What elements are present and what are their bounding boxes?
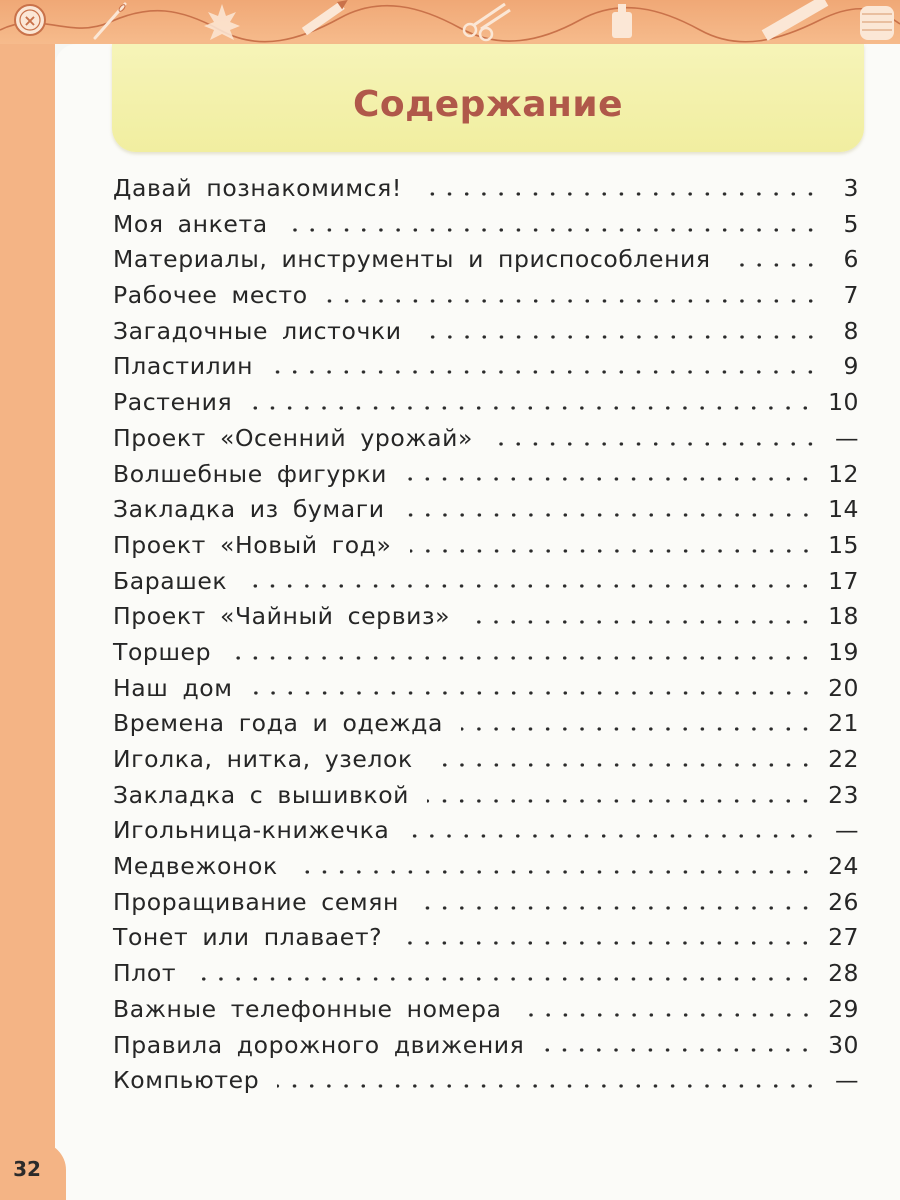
dot-leader bbox=[491, 442, 819, 446]
left-margin-strip bbox=[0, 44, 55, 1200]
dot-leader bbox=[296, 870, 814, 874]
toc-entry-title: Барашек bbox=[113, 566, 228, 595]
toc-entry bbox=[113, 385, 859, 421]
dot-leader bbox=[729, 263, 819, 267]
toc-entry bbox=[113, 457, 859, 493]
dot-leader bbox=[407, 834, 819, 838]
toc-entry-page: 22 bbox=[828, 745, 859, 773]
toc-entry-title: Правила дорожного движения bbox=[113, 1030, 525, 1059]
toc-entry-page: 9 bbox=[843, 352, 859, 381]
dot-leader bbox=[427, 799, 814, 803]
toc-entry-page: 8 bbox=[843, 316, 859, 345]
toc-entry-title: Растения bbox=[113, 388, 233, 417]
toc-entry-page: 12 bbox=[828, 459, 859, 488]
dot-leader bbox=[431, 763, 814, 767]
toc-entry-title: Рабочее место bbox=[113, 281, 308, 310]
thread-spool-icon bbox=[860, 6, 894, 40]
toc-entry-page: 5 bbox=[843, 209, 859, 238]
dot-leader bbox=[405, 477, 814, 481]
toc-entry-title: Проект «Осенний урожай» bbox=[113, 423, 473, 452]
toc-entry-title: Медвежонок bbox=[113, 852, 278, 881]
toc-entry-title: Материалы, инструменты и приспособления bbox=[113, 245, 711, 274]
toc-entry-title: Закладка с вышивкой bbox=[113, 780, 410, 809]
dot-leader bbox=[245, 584, 814, 588]
page-number: 32 bbox=[13, 1157, 41, 1181]
toc-entry-title: Моя анкета bbox=[113, 209, 268, 238]
toc-entry-page: 21 bbox=[828, 709, 859, 738]
toc-entry-title: Загадочные листочки bbox=[113, 316, 402, 345]
toc-entry-title: Торшер bbox=[113, 637, 212, 666]
toc-entry-page: 24 bbox=[828, 852, 859, 881]
toc-entry-page: 20 bbox=[828, 673, 859, 702]
toc-entry bbox=[113, 849, 859, 885]
toc-entry bbox=[113, 207, 859, 243]
toc-entry bbox=[113, 956, 859, 992]
toc-entry-title: Пластилин bbox=[113, 352, 254, 381]
toc-entry-page: 26 bbox=[828, 887, 859, 916]
toc-entry-title: Давай познакомимся! bbox=[113, 174, 402, 202]
toc-entry-page: 3 bbox=[843, 174, 859, 202]
toc-entry bbox=[113, 421, 859, 457]
toc-entry bbox=[113, 778, 859, 814]
toc-entry bbox=[113, 706, 859, 742]
toc-entry bbox=[113, 528, 859, 564]
thread-line bbox=[0, 6, 900, 42]
dot-leader bbox=[271, 370, 819, 374]
toc-entry-title: Игольница-книжечка bbox=[113, 816, 390, 845]
toc-entry bbox=[113, 635, 859, 671]
dot-leader bbox=[520, 1013, 815, 1017]
toc-entry-title: Закладка из бумаги bbox=[113, 495, 385, 524]
toc-entry-page: 14 bbox=[828, 495, 859, 524]
toc-entry-page: 29 bbox=[828, 994, 859, 1023]
dot-leader bbox=[403, 513, 815, 517]
toc-entry bbox=[113, 885, 859, 921]
toc-entry-title: Проект «Новый год» bbox=[113, 530, 392, 559]
toc-entry-title: Важные телефонные номера bbox=[113, 994, 502, 1023]
toc-entry-page: 19 bbox=[828, 637, 859, 666]
toc-entry-title: Наш дом bbox=[113, 673, 233, 702]
toc-entry-title: Времена года и одежда bbox=[113, 709, 444, 738]
dot-leader bbox=[417, 906, 814, 910]
leaf-icon bbox=[204, 4, 240, 40]
dot-leader bbox=[420, 192, 819, 196]
dot-leader bbox=[250, 406, 814, 410]
dot-leader bbox=[277, 1084, 819, 1088]
toc-entry-title: Компьютер bbox=[113, 1066, 260, 1095]
toc-entry-page: 10 bbox=[828, 388, 859, 417]
toc-entry-page: 15 bbox=[828, 530, 859, 559]
dot-leader bbox=[286, 228, 819, 232]
toc-entry-page: 7 bbox=[843, 281, 859, 310]
toc-entry bbox=[113, 742, 859, 778]
page-title: Содержание bbox=[352, 84, 624, 125]
table-of-contents bbox=[113, 171, 859, 1099]
toc-entry bbox=[113, 492, 859, 528]
toc-entry bbox=[113, 242, 859, 278]
toc-entry bbox=[113, 671, 859, 707]
toc-entry-page: 23 bbox=[828, 780, 859, 809]
toc-entry bbox=[113, 278, 859, 314]
toc-entry-page: 6 bbox=[843, 245, 859, 274]
decorative-banner bbox=[0, 0, 900, 44]
dot-leader bbox=[229, 656, 814, 660]
toc-entry-page: 30 bbox=[828, 1030, 859, 1059]
toc-entry-title: Волшебные фигурки bbox=[113, 459, 388, 488]
craft-tools-pattern bbox=[0, 0, 900, 44]
pencil-icon bbox=[302, 0, 350, 35]
toc-entry bbox=[113, 171, 859, 207]
button-icon bbox=[15, 5, 45, 35]
dot-leader bbox=[410, 549, 815, 553]
scissors-icon bbox=[464, 4, 510, 40]
dot-leader bbox=[468, 620, 814, 624]
toc-entry-page: 18 bbox=[828, 602, 859, 631]
dot-leader bbox=[194, 977, 814, 981]
dot-leader bbox=[542, 1048, 814, 1052]
toc-entry-page: 17 bbox=[828, 566, 859, 595]
toc-entry bbox=[113, 1028, 859, 1064]
toc-entry bbox=[113, 1063, 859, 1099]
toc-entry bbox=[113, 314, 859, 350]
toc-entry bbox=[113, 992, 859, 1028]
toc-entry-title: Проект «Чайный сервиз» bbox=[113, 602, 451, 631]
toc-entry-title: Иголка, нитка, узелок bbox=[113, 745, 413, 773]
toc-entry bbox=[113, 599, 859, 635]
toc-entry-page: 28 bbox=[828, 959, 859, 988]
toc-entry-title: Плот bbox=[113, 959, 177, 988]
toc-entry-title: Тонет или плавает? bbox=[113, 923, 383, 952]
toc-entry-page: — bbox=[835, 1066, 859, 1095]
toc-entry-page: — bbox=[835, 423, 859, 452]
needle-icon bbox=[95, 4, 126, 38]
toc-entry bbox=[113, 564, 859, 600]
dot-leader bbox=[400, 941, 814, 945]
dot-leader bbox=[326, 299, 819, 303]
dot-leader bbox=[251, 691, 814, 695]
toc-entry bbox=[113, 920, 859, 956]
dot-leader bbox=[461, 727, 814, 731]
toc-entry bbox=[113, 349, 859, 385]
toc-entry-page: 27 bbox=[828, 923, 859, 952]
dot-leader bbox=[420, 335, 819, 339]
toc-entry-title: Проращивание семян bbox=[113, 887, 399, 916]
toc-entry bbox=[113, 813, 859, 849]
toc-entry-page: — bbox=[835, 816, 859, 845]
svg-text:×: × bbox=[23, 11, 37, 30]
